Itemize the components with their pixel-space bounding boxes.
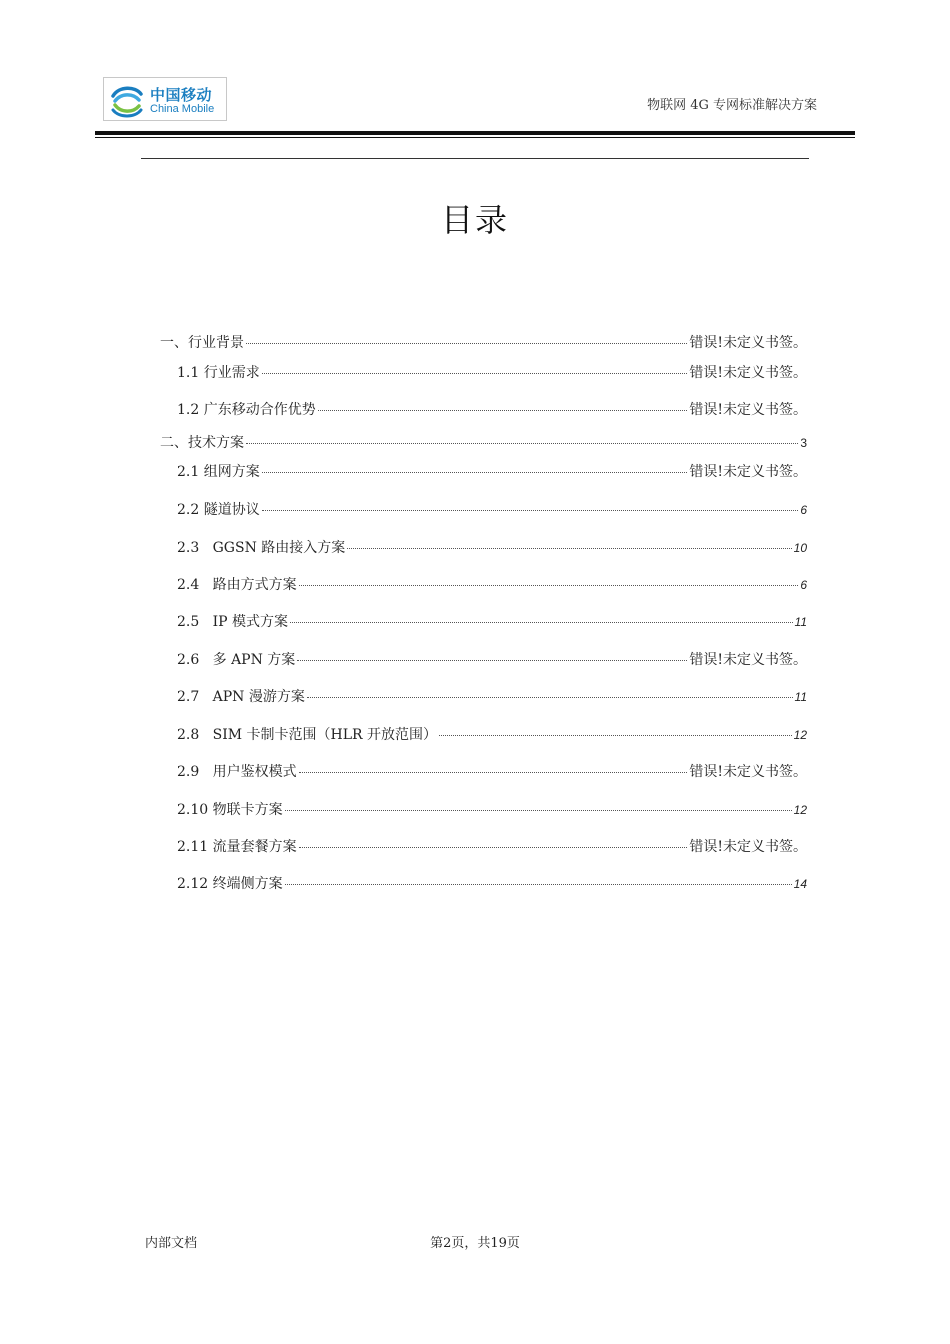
toc-entry-label: 2.1 组网方案: [177, 464, 260, 480]
toc-dot-leader: [246, 443, 798, 444]
toc-dot-leader: [299, 772, 688, 773]
toc-entry-label: 1.2 广东移动合作优势: [177, 402, 316, 418]
toc-entry-label: 2.2 隧道协议: [177, 502, 260, 518]
toc-entry[interactable]: [177, 686, 807, 706]
toc-entry-label: 2.11 流量套餐方案: [177, 839, 297, 855]
toc-entry-page: 错误!未定义书签。: [689, 652, 807, 668]
toc-entry-label: 2.5 IP 模式方案: [177, 614, 289, 630]
footer-left: 内部文档: [145, 1236, 198, 1251]
document-header-title: 物联网 4G 专网标准解决方案: [647, 98, 817, 113]
toc-entry[interactable]: [177, 499, 807, 519]
toc-entry-page: 11: [794, 615, 807, 629]
toc-entry-page: 错误!未定义书签。: [689, 839, 807, 855]
toc-entry[interactable]: [177, 761, 807, 781]
toc-entry[interactable]: [177, 799, 807, 819]
toc-dot-leader: [347, 548, 791, 549]
toc-dot-leader: [262, 373, 688, 374]
logo-text-cn: 中国移动: [150, 86, 213, 104]
toc-entry[interactable]: [160, 332, 807, 352]
toc-dot-leader: [290, 622, 793, 623]
toc-entry-label: 2.6 多 APN 方案: [177, 652, 296, 668]
toc-entry-page: 错误!未定义书签。: [689, 464, 807, 480]
toc-entry-label: 1.1 行业需求: [177, 365, 260, 381]
toc-entry-label: 2.9 用户鉴权模式: [177, 764, 297, 780]
toc-dot-leader: [299, 847, 688, 848]
toc-entry-page: 11: [794, 690, 807, 704]
toc-entry-page: 错误!未定义书签。: [689, 402, 807, 418]
toc-entry[interactable]: [160, 432, 807, 452]
toc-entry-page: 12: [793, 728, 807, 742]
toc-dot-leader: [318, 410, 688, 411]
toc-entry-label: 2.3 GGSN 路由接入方案: [177, 540, 346, 556]
toc-dot-leader: [299, 585, 799, 586]
toc-dot-leader: [262, 472, 688, 473]
toc-entry-label: 一、行业背景: [160, 335, 244, 351]
toc-entry-label: 2.10 物联卡方案: [177, 802, 283, 818]
toc-entry-page: 10: [793, 541, 807, 555]
toc-entry-label: 2.4 路由方式方案: [177, 577, 297, 593]
toc-dot-leader: [439, 735, 792, 736]
toc-entry-label: 2.12 终端侧方案: [177, 876, 283, 892]
toc-entry-page: 14: [793, 877, 807, 891]
toc-entry-page: 6: [800, 503, 807, 517]
toc-entry[interactable]: [177, 574, 807, 594]
toc-dot-leader: [285, 810, 792, 811]
toc-entry-page: 6: [800, 578, 807, 592]
toc-entry[interactable]: [177, 362, 807, 382]
toc-entry[interactable]: [177, 461, 807, 481]
toc-entry-page: 错误!未定义书签。: [689, 764, 807, 780]
toc-entry[interactable]: [177, 537, 807, 557]
toc-entry-label: 二、技术方案: [160, 435, 244, 451]
toc-title: 目录: [440, 201, 509, 239]
toc-dot-leader: [297, 660, 687, 661]
toc-entry[interactable]: [177, 836, 807, 856]
toc-entry[interactable]: [177, 724, 807, 744]
toc-dot-leader: [246, 343, 687, 344]
toc-entry-page: 3: [800, 436, 807, 450]
toc-dot-leader: [262, 510, 799, 511]
toc-entry[interactable]: [177, 399, 807, 419]
toc-entry[interactable]: [177, 873, 807, 893]
toc-entry-page: 12: [793, 803, 807, 817]
page-number: 第2页，共19页: [430, 1236, 520, 1251]
toc-entry-page: 错误!未定义书签。: [689, 365, 807, 381]
toc-entry[interactable]: [177, 649, 807, 669]
logo-text-en: China Mobile: [150, 103, 215, 115]
toc-dot-leader: [285, 884, 792, 885]
toc-entry[interactable]: [177, 611, 807, 631]
toc-entry-label: 2.8 SIM 卡制卡范围（HLR 开放范围）: [177, 727, 438, 743]
toc-entry-page: 错误!未定义书签。: [689, 335, 807, 351]
toc-dot-leader: [307, 697, 793, 698]
toc-entry-label: 2.7 APN 漫游方案: [177, 689, 305, 705]
